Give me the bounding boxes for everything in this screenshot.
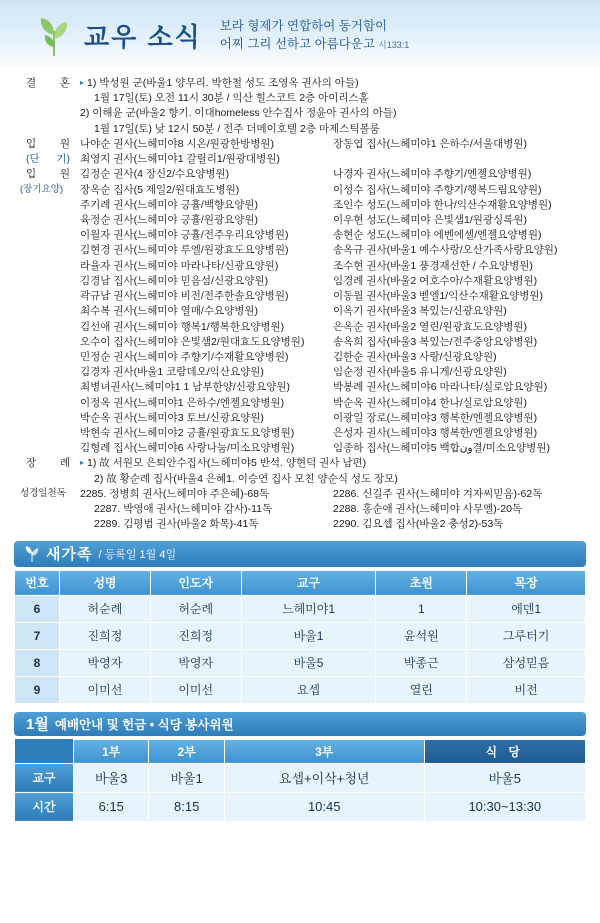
longterm-right-13: 임순정 권사(바울5 유니게/신광요양원) bbox=[333, 366, 507, 379]
longterm-left-18: 김형례 집사(느헤미야6 사랑나눔/미소요양병원) bbox=[80, 442, 295, 455]
longterm-left-8: 곽규남 권사(느헤미야 비전/전주한솔요양병원) bbox=[80, 290, 289, 303]
news-label-scripture: 성경일천독 bbox=[20, 487, 66, 499]
scripture-left-1: 2287. 박영애 권사(느헤미야 감사)-11독 bbox=[94, 503, 273, 516]
col-header-inviter: 인도자 bbox=[150, 570, 241, 595]
longterm-right-6: 조수현 권사(바울1 풍경재선한 / 수요양병원) bbox=[333, 259, 533, 272]
longterm-right-3: 이우현 성도(느헤미야 은빛샘1/원광싱록원) bbox=[333, 213, 528, 226]
longterm-right-10: 은옥순 권사(바울2 열린/원광효도요양병원) bbox=[333, 320, 528, 333]
new-family-table bbox=[14, 570, 586, 704]
longterm-right-16: 이광일 장로(느헤미야3 행복한/엔젤요양병원) bbox=[333, 411, 538, 424]
new-family-band bbox=[14, 541, 586, 567]
shortterm-right-1 bbox=[333, 152, 586, 167]
cell-inviter: 허순례 bbox=[150, 595, 241, 622]
news-body-hospitalized bbox=[80, 137, 586, 152]
col-header-number: 번호 bbox=[15, 570, 60, 595]
schedule-month: 1월 bbox=[26, 716, 49, 734]
table-header-row bbox=[15, 570, 586, 595]
longterm-right-14: 박봉례 권사(느헤미야6 마라나타/실로암요양원) bbox=[333, 381, 548, 394]
longterm-left-17: 박현숙 권사(느헤미야2 긍휼/원광효도요양병원) bbox=[80, 427, 295, 440]
scripture-left-0: 2285. 정병희 권사(느헤미야 주은혜)-68독 bbox=[80, 487, 270, 500]
schedule-header-row bbox=[15, 739, 586, 763]
cell-chowon: 박종근 bbox=[376, 649, 467, 676]
longterm-right-2: 조인수 성도(느헤미야 한나/익산수재활요양병원) bbox=[333, 198, 552, 211]
cell-parish: 요셉 bbox=[241, 676, 376, 703]
longterm-right-1: 이성수 집사(느헤미야 주향기/행복드림요양원) bbox=[333, 183, 542, 196]
longterm-left-12: 민정순 권사(느헤미야 주향기/수재활요양병원) bbox=[80, 350, 289, 363]
scripture-right-2: 2290. 김요셉 집사(바울2 충성2)-53독 bbox=[333, 518, 504, 531]
wedding-item-2: 2) 이해윤 군(바울2 향기. 이대homeless 안수집사 정윤아 권사의 아들) bbox=[80, 107, 397, 120]
table-row bbox=[15, 622, 586, 649]
header-verse bbox=[220, 17, 410, 53]
longterm-right-0: 나경자 권사(느헤미야 주향기/엔젤요양병원) bbox=[333, 168, 532, 181]
new-family-title: 새가족 bbox=[46, 546, 93, 564]
cell-name: 이미선 bbox=[60, 676, 151, 703]
cell-number: 9 bbox=[15, 676, 60, 703]
wedding-detail-2: 1월 17일(토) 낮 12시 50분 / 전주 더메이호텔 2층 마제스틱볼룸 bbox=[94, 122, 380, 135]
col-header-name: 성명 bbox=[60, 570, 151, 595]
hospitalized-right-1: 장동엽 집사(느헤미야1 은하수/서울대병원) bbox=[333, 137, 528, 150]
news-body-funeral bbox=[80, 456, 586, 486]
scripture-left-2: 2289. 김평범 권사(바울2 화목)-41독 bbox=[94, 518, 259, 531]
page-header bbox=[0, 0, 600, 70]
table-row bbox=[15, 676, 586, 703]
longterm-right-7: 임경례 권사(바울2 여호수아/수재활요양병원) bbox=[333, 274, 538, 287]
schedule-parish-first: 바울3 bbox=[74, 763, 149, 792]
schedule-time-first: 6:15 bbox=[74, 792, 149, 821]
news-body-shortterm bbox=[80, 152, 586, 167]
longterm-left-2: 주기례 권사(느헤미야 긍휼/백향요양원) bbox=[80, 198, 259, 211]
cell-number: 8 bbox=[15, 649, 60, 676]
table-row bbox=[15, 595, 586, 622]
cell-mokjang: 삼성믿음 bbox=[467, 649, 586, 676]
cell-inviter: 박영자 bbox=[150, 649, 241, 676]
schedule-col-third: 3부 bbox=[224, 739, 424, 763]
cell-chowon: 열린 bbox=[376, 676, 467, 703]
cell-mokjang: 그루터기 bbox=[467, 622, 586, 649]
schedule-col-first: 1부 bbox=[74, 739, 149, 763]
schedule-title: 예배안내 및 헌금 • 식당 봉사위원 bbox=[54, 717, 234, 732]
longterm-right-5: 송옥규 권사(바울1 예수사랑/오산가족사랑요양원) bbox=[333, 244, 558, 257]
longterm-left-4: 이월자 권사(느헤미야 긍휼/전주우리요양병원) bbox=[80, 229, 289, 242]
cell-chowon: 1 bbox=[376, 595, 467, 622]
cell-inviter: 이미선 bbox=[150, 676, 241, 703]
col-header-parish: 교구 bbox=[241, 570, 376, 595]
longterm-left-14: 최병녀권사(느헤미야1 1 남부한양/신광요양원) bbox=[80, 381, 290, 394]
schedule-corner-cell bbox=[15, 739, 74, 763]
schedule-row-time bbox=[15, 792, 586, 821]
longterm-right-4: 송현순 성도(느헤미야 에벤에셀/엔젤요양병원) bbox=[333, 229, 542, 242]
hospitalized-left-1: 나야순 권사(느헤미야8 시온/원광한방병원) bbox=[80, 137, 275, 150]
news-row-shortterm bbox=[14, 152, 586, 167]
schedule-row-parish bbox=[15, 763, 586, 792]
page-title: 교우 소식 bbox=[84, 21, 202, 52]
verse-line-1: 보라 형제가 연합하여 동거함이 bbox=[219, 18, 388, 33]
longterm-left-5: 김현경 권사(느헤미야 루엘/원광효도요양병원) bbox=[80, 244, 289, 257]
longterm-right-9: 이옥기 권사(바울3 복있는/신광요양원) bbox=[333, 305, 507, 318]
funeral-item-2: 2) 故 황순례 집사(바울4 은혜1. 이승연 집사 모친 양순식 성도 장모) bbox=[94, 472, 398, 485]
longterm-left-0: 김정순 권사(4 장신2/수요양병원) bbox=[80, 168, 230, 181]
news-label-funeral: 장 례 bbox=[26, 457, 70, 470]
schedule-col-cafeteria: 식 당 bbox=[424, 739, 585, 763]
news-body-longterm-first bbox=[80, 167, 586, 182]
shortterm-left-1: 최영지 권사(느헤미야1 갈릴리1/원광대병원) bbox=[80, 153, 280, 166]
news-section bbox=[0, 70, 600, 533]
longterm-left-15: 이정옥 권사(느헤미야1 은하수/엔젤요양병원) bbox=[80, 396, 285, 409]
longterm-right-11: 송옥희 집사(바울3 복있는/전주중앙요양병원) bbox=[333, 335, 538, 348]
news-label-wedding: 결 혼 bbox=[26, 77, 70, 89]
cell-mokjang: 비전 bbox=[467, 676, 586, 703]
schedule-row-label-time: 시간 bbox=[15, 792, 74, 821]
scripture-right-0: 2286. 신길주 권사(느헤미야 겨자씨믿음)-62독 bbox=[333, 487, 543, 500]
news-row-scripture bbox=[14, 487, 586, 533]
news-label-hospitalized: 입 원 bbox=[26, 137, 70, 150]
news-label-longterm-sub: (장기요양) bbox=[20, 183, 64, 195]
longterm-right-18: 임종하 집사(느헤미야5 백합ون결/미소요양병원) bbox=[333, 442, 550, 455]
verse-reference: 시133:1 bbox=[378, 40, 410, 50]
leaf-logo-icon bbox=[34, 13, 74, 57]
funeral-item-1: ▸ 1) 故 서원모 은퇴안수집사(느헤미야5 반석. 양현덕 권사 남편) bbox=[80, 456, 586, 471]
longterm-right-12: 김한순 권사(바울3 사랑/신광요양원) bbox=[333, 350, 497, 363]
cell-number: 7 bbox=[15, 622, 60, 649]
schedule-col-second: 2부 bbox=[149, 739, 224, 763]
col-header-mokjang: 목장 bbox=[467, 570, 586, 595]
longterm-left-13: 김경자 권사(바울1 코람데오/익산요양원) bbox=[80, 366, 264, 379]
schedule-parish-second: 바울1 bbox=[149, 763, 224, 792]
new-family-subtitle: / 등록일 1월 4일 bbox=[98, 548, 177, 561]
longterm-left-1: 장옥순 집사(5 제일2/원대효도병원) bbox=[80, 183, 240, 196]
longterm-left-10: 김선애 권사(느헤미야 행복1/행복한요양병원) bbox=[80, 320, 285, 333]
longterm-left-3: 육정순 권사(느헤미야 긍휼/원광요양원) bbox=[80, 213, 259, 226]
table-row bbox=[15, 649, 586, 676]
col-header-chowon: 초원 bbox=[376, 570, 467, 595]
news-label-longterm: 입 원 bbox=[26, 168, 70, 181]
cell-name: 박영자 bbox=[60, 649, 151, 676]
schedule-parish-cafeteria: 바울5 bbox=[424, 763, 585, 792]
news-body-scripture bbox=[80, 487, 586, 533]
news-row-longterm bbox=[14, 167, 586, 182]
cell-mokjang: 에덴1 bbox=[467, 595, 586, 622]
longterm-left-7: 김경남 집사(느헤미야 믿음섬/신광요양원) bbox=[80, 274, 269, 287]
news-row-hospitalized bbox=[14, 137, 586, 152]
longterm-right-15: 박순옥 권사(느헤미야4 한나/실로암요양원) bbox=[333, 396, 528, 409]
news-body-longterm bbox=[80, 183, 586, 457]
cell-name: 허순례 bbox=[60, 595, 151, 622]
cell-parish: 바울1 bbox=[241, 622, 376, 649]
cell-parish: 바울5 bbox=[241, 649, 376, 676]
wedding-item-1: ▸ 1) 박성원 군(바울1 양무리. 박한철 성도 조영옥 권사의 아들) bbox=[80, 76, 586, 91]
news-row-funeral bbox=[14, 456, 586, 486]
service-schedule-band bbox=[14, 712, 586, 736]
cell-chowon: 윤석원 bbox=[376, 622, 467, 649]
news-body-wedding bbox=[80, 76, 586, 137]
cell-parish: 느헤미야1 bbox=[241, 595, 376, 622]
schedule-parish-third: 요셉+이삭+청년 bbox=[224, 763, 424, 792]
longterm-right-8: 이동월 권사(바울3 벧엘1/익산수재활요양병원) bbox=[333, 290, 543, 303]
schedule-row-label-parish: 교구 bbox=[15, 763, 74, 792]
wedding-detail-1: 1월 17일(토) 오전 11시 30분 / 익산 힐스코트 2층 아이리스홀 bbox=[94, 92, 369, 105]
longterm-left-9: 최수복 권사(느헤미야 열매/수요양병원) bbox=[80, 305, 259, 318]
cell-number: 6 bbox=[15, 595, 60, 622]
verse-line-2: 어찌 그리 선하고 아름다운고 bbox=[219, 37, 376, 51]
cell-name: 진희정 bbox=[60, 622, 151, 649]
schedule-time-cafeteria: 10:30~13:30 bbox=[424, 792, 585, 821]
longterm-right-17: 은성자 권사(느헤미야3 행복한/엔젤요양병원) bbox=[333, 427, 538, 440]
scripture-right-1: 2288. 홍순애 권사(느헤미야 사무엘)-20독 bbox=[333, 503, 523, 516]
longterm-left-11: 오수이 집사(느헤미야 은빛샘2/원대효도요양병원) bbox=[80, 335, 305, 348]
leaf-small-icon bbox=[24, 545, 40, 563]
news-row-longterm-rest bbox=[14, 183, 586, 457]
news-row-wedding bbox=[14, 76, 586, 137]
news-label-shortterm: (단 기) bbox=[26, 153, 70, 166]
schedule-time-second: 8:15 bbox=[149, 792, 224, 821]
longterm-left-16: 박순옥 권사(느헤미야3 토브/신광요양원) bbox=[80, 411, 264, 424]
longterm-left-6: 라율자 권사(느헤미야 마라나타/신광요양원) bbox=[80, 259, 279, 272]
cell-inviter: 진희정 bbox=[150, 622, 241, 649]
schedule-time-third: 10:45 bbox=[224, 792, 424, 821]
service-schedule-table bbox=[14, 739, 586, 822]
